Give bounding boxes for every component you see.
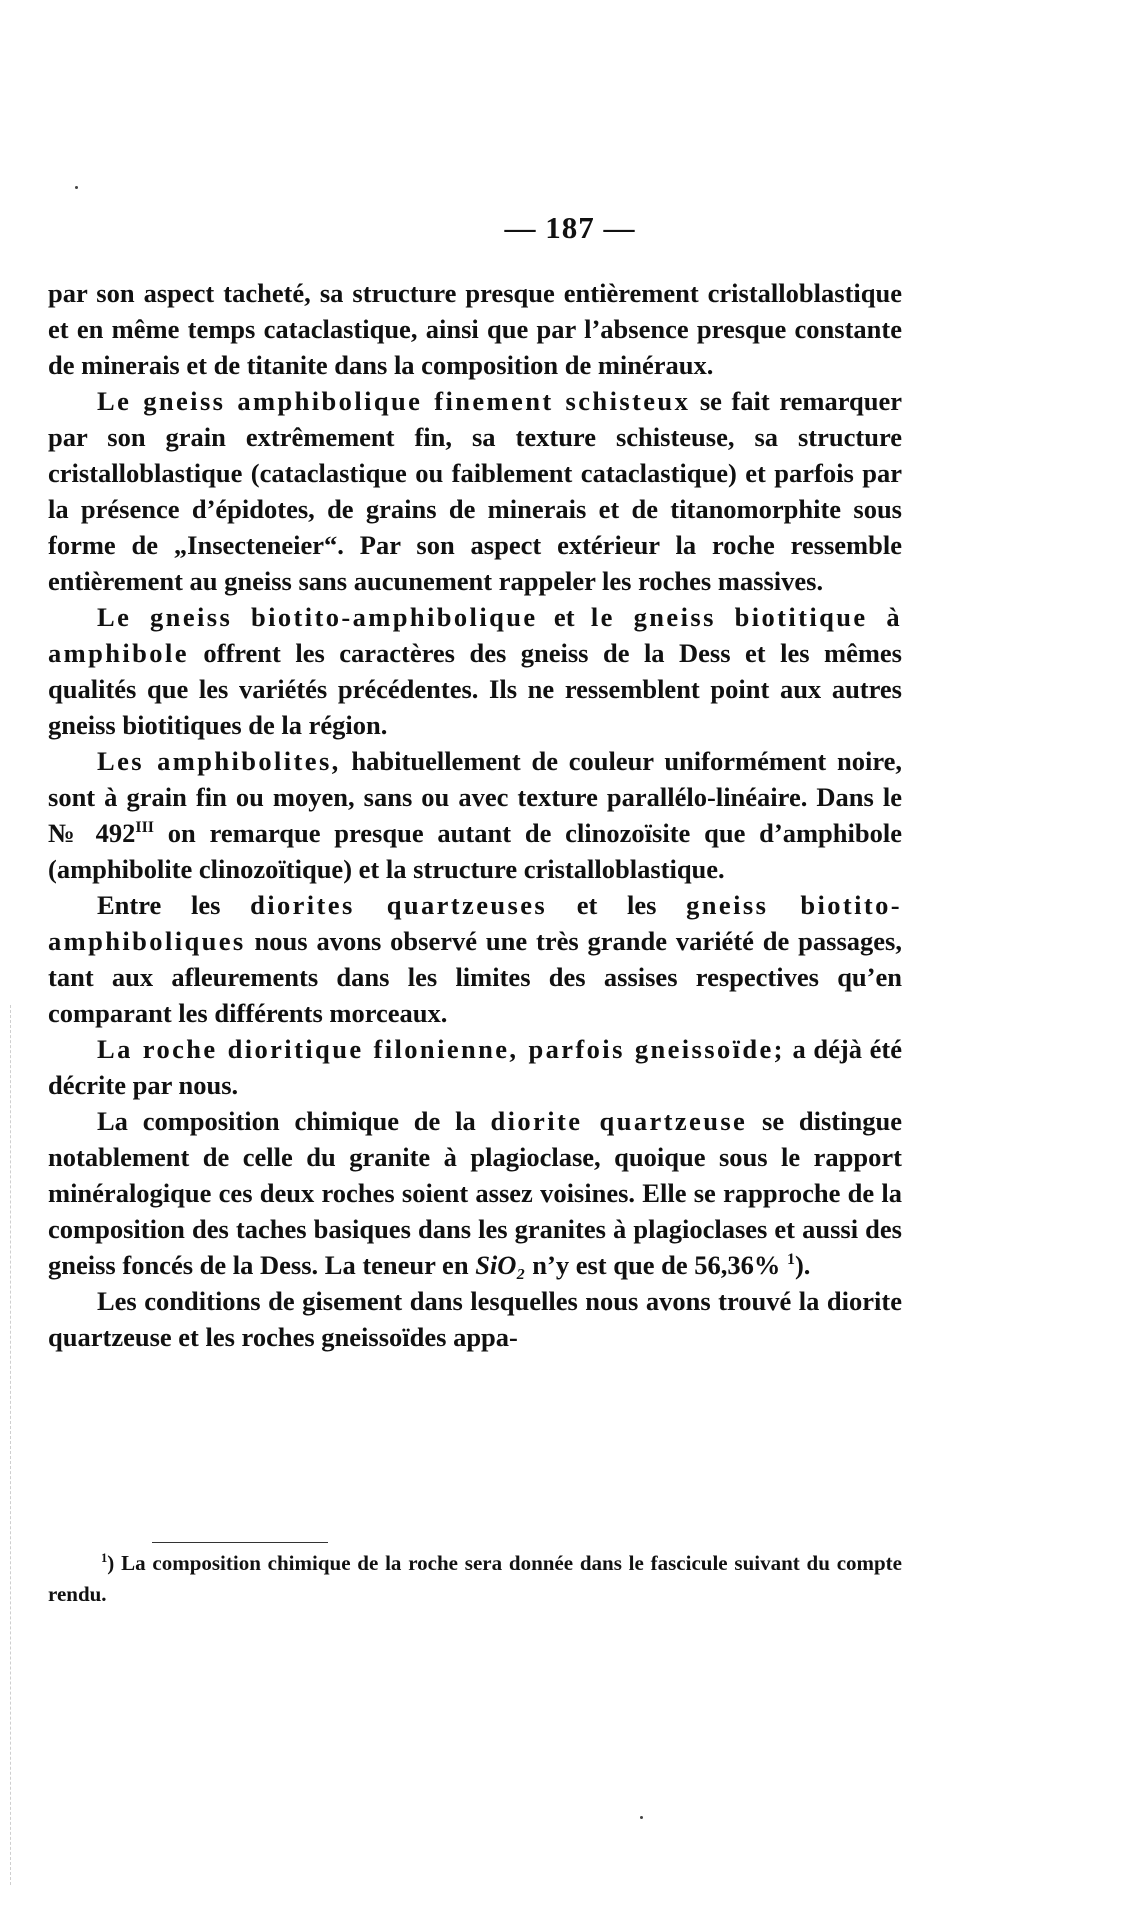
- footnote-text: ) La composition chimique de la roche sera donnée dans le fascicule suivant du compte rendu.: [48, 1551, 902, 1606]
- rock-name-spaced: Le gneiss amphibolique finement schisteux: [97, 386, 691, 416]
- rock-name-spaced: le gneiss biotitique à amphibole: [48, 602, 902, 668]
- paragraph-text: Entre les: [97, 890, 251, 920]
- paragraph-text: a déjà été décrite par nous.: [48, 1034, 902, 1100]
- footnote-marker: 1: [101, 1551, 108, 1565]
- paragraph-4: [48, 743, 902, 887]
- rock-name-spaced: Les amphibolites,: [97, 746, 341, 776]
- footnote-reference: 1: [787, 1251, 795, 1269]
- paragraph-text: et les: [547, 890, 687, 920]
- paragraph-text: offrent les caractères des gneiss de la Dess et les mêmes qualités que les variétés précédentes. Ils ne ressemblent point aux autres gneiss biotitiques de la région.: [48, 638, 902, 740]
- scan-speck: [640, 1816, 643, 1819]
- paragraph-text: on remarque presque autant de clinozoïsite que d’amphibole (amphibolite clinozoïtique) et la structure cristalloblastique.: [48, 818, 902, 884]
- paragraph-7: [48, 1103, 902, 1283]
- paragraph-5: [48, 887, 902, 1031]
- scan-margin-artifact: [10, 1005, 13, 1885]
- paragraph-text: nous avons observé une très grande variété de passages, tant aux afleurements dans les limites des assises respectives qu’en comparant les différents morceaux.: [48, 926, 902, 1028]
- paragraph-text: par son aspect tacheté, sa structure presque entièrement cristalloblastique et en même temps cataclastique, ainsi que par l’absence presque constante de minerais et de titanite dans la composition de minéraux.: [48, 278, 902, 380]
- rock-name-spaced: diorite quartzeuse: [490, 1106, 748, 1136]
- paragraph-2: [48, 383, 902, 599]
- paragraph-6: [48, 1031, 902, 1103]
- rock-name-spaced: La roche dioritique filonienne, parfois gneissoïde;: [97, 1034, 785, 1064]
- rock-name-spaced: Le gneiss biotito-amphibolique: [97, 602, 538, 632]
- scan-speck: [75, 186, 78, 189]
- paragraph-text: Les conditions de gisement dans lesquelles nous avons trouvé la diorite quartzeuse et les roches gneissoïdes appa-: [48, 1286, 902, 1352]
- paragraph-8: [48, 1283, 902, 1355]
- paragraph-1: [48, 275, 902, 383]
- paragraph-text: n’y est que de 56,36%: [525, 1250, 787, 1280]
- body-text: [48, 275, 902, 1355]
- paragraph-text: La composition chimique de la: [97, 1106, 491, 1136]
- rock-name-spaced: gneiss biotito-amphiboliques: [48, 890, 902, 956]
- page-number: — 187 —: [504, 210, 636, 245]
- paragraph-text: ).: [794, 1250, 811, 1280]
- sample-superscript: III: [135, 819, 154, 837]
- paragraph-text: se distingue notablement de celle du granite à plagioclase, quoique sous le rapport minéralogique ces deux roches soient assez voisines. Elle se rapproche de la composition des taches basiques dans les granites à plagioclases et aussi des gneiss foncés de la Dess. La teneur en: [48, 1106, 902, 1280]
- paragraph-text: se fait remarquer par son grain extrêmement fin, sa texture schisteuse, sa structure cristalloblastique (cataclastique ou faiblement cataclastique) et parfois par la présence d’épidotes, de grains de minerais et de titanomorphite sous forme de „Insecteneier“. Par son aspect extérieur la roche ressemble entièrement au gneiss sans aucunement rappeler les roches massives.: [48, 386, 902, 596]
- footnote: [48, 1548, 902, 1610]
- footnote-divider: [152, 1542, 328, 1543]
- chemical-formula: SiO₂: [475, 1250, 526, 1280]
- rock-name-spaced: diorites quartzeuses: [250, 890, 548, 920]
- paragraph-text: habituellement de couleur uniformément noire, sont à grain fin ou moyen, sans ou avec texture parallélo-linéaire. Dans le № 492: [48, 746, 902, 848]
- paragraph-text: et: [537, 602, 591, 632]
- paragraph-3: [48, 599, 902, 743]
